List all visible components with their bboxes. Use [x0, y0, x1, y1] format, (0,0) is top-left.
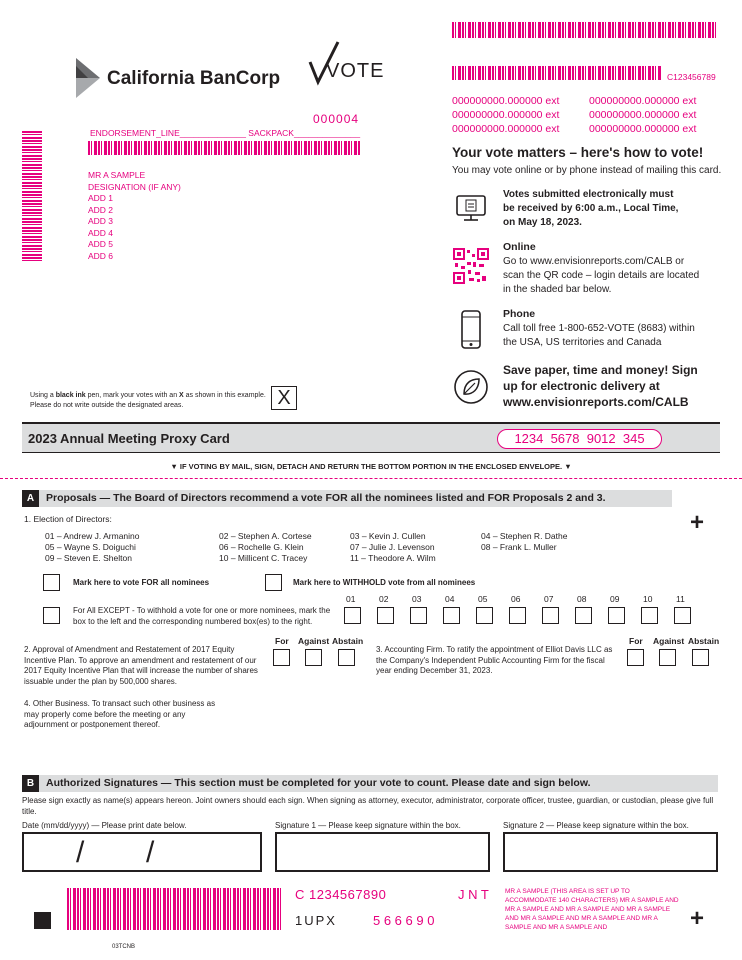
registration-square [34, 912, 51, 929]
except-number-label: 01 [346, 594, 356, 604]
signature-1-label: Signature 1 — Please keep signature within the box. [275, 821, 461, 830]
detach-instructions: ▼ IF VOTING BY MAIL, SIGN, DETACH AND RETURN THE BOTTOM PORTION IN THE ENCLOSED ENVELOPE. ▼ [170, 462, 572, 471]
vote-header-against: Against [653, 636, 685, 646]
phone-text: Call toll free 1-800-652-VOTE (8683) within the USA, US territories and Canada [503, 323, 695, 348]
except-number-label: 04 [445, 594, 455, 604]
except-nominee-checkbox[interactable] [377, 607, 394, 624]
address-line: ADD 3 [88, 216, 114, 226]
vote-header-for: For [275, 636, 289, 646]
footer-jnt: J N T [458, 887, 489, 902]
endorsement-line: ENDORSEMENT_LINE______________ SACKPACK______________ [90, 128, 361, 138]
address-line: ADD 5 [88, 239, 114, 249]
nominee: 02 – Stephen A. Cortese [219, 531, 312, 541]
nominee: 08 – Frank L. Muller [481, 542, 557, 552]
except-nominee-checkbox[interactable] [476, 607, 493, 624]
proposal-2-for-checkbox[interactable] [273, 649, 290, 666]
sequence-number: 000004 [313, 112, 360, 126]
qr-code-icon [453, 248, 489, 284]
proposal-2-against-checkbox[interactable] [305, 649, 322, 666]
except-nominee-checkbox[interactable] [443, 607, 460, 624]
ext-number: 000000000.000000 ext [452, 123, 560, 135]
nominee: 01 – Andrew J. Armanino [45, 531, 140, 541]
marking-line-2: Please do not write outside the designated areas. [30, 402, 184, 409]
postal-barcode [88, 141, 360, 155]
proxy-card-bar [22, 422, 720, 453]
except-nominee-checkbox[interactable] [608, 607, 625, 624]
footer-number: 5 6 6 6 9 0 [373, 913, 435, 928]
proposal-2-text: 2. Approval of Amendment and Restatement of 2017 Equity Incentive Plan. To approve an amendment and restatement of our 2017 Equity Incentive Plan that will increase the number of shares issuable under the plan by 500,000 shares. [24, 645, 258, 686]
address-line: MR A SAMPLE [88, 170, 146, 180]
signature-2-input[interactable] [503, 832, 718, 872]
footer-sample-text: MR A SAMPLE (THIS AREA IS SET UP TO ACCOMMODATE 140 CHARACTERS) MR A SAMPLE AND MR A SAMPLE AND MR A SAMPLE AND MR A SAMPLE AND MR A SAMPLE AND MR A SAMPLE AND MR A SAMPLE AND MR A SAMPLE AND [505, 888, 679, 931]
marking-instructions [30, 391, 270, 411]
registration-plus: + [690, 509, 705, 536]
date-input[interactable] [22, 832, 262, 872]
ext-number: 000000000.000000 ext [452, 109, 560, 121]
section-b-title: Authorized Signatures — This section must be completed for your vote to count. Please date and sign below. [46, 777, 591, 789]
except-number-label: 02 [379, 594, 389, 604]
election-label: 1. Election of Directors: [24, 514, 112, 524]
footer-barcode [67, 888, 282, 930]
address-line: ADD 6 [88, 250, 114, 261]
marking-line-1: Using a black ink pen, mark your votes with an X as shown in this example. [30, 392, 266, 399]
for-all-except-label: For All EXCEPT - To withhold a vote for one or more nominees, mark the box to the left and the corresponding numbered box(es) to the right. [73, 606, 331, 626]
proposal-3-for-checkbox[interactable] [627, 649, 644, 666]
except-nominee-checkbox[interactable] [410, 607, 427, 624]
vote-logo-text: VOTE [326, 60, 385, 82]
deadline-text: Votes submitted electronically must be received by 6:00 a.m., Local Time, on May 18, 2023. [503, 189, 679, 228]
ext-number: 000000000.000000 ext [589, 109, 697, 121]
side-barcode [22, 131, 42, 263]
except-nominee-checkbox[interactable] [344, 607, 361, 624]
date-slash: / [76, 836, 85, 869]
address-line: DESIGNATION (IF ANY) [88, 181, 181, 192]
except-number-label: 09 [610, 594, 620, 604]
section-a-title: Proposals — The Board of Directors recommend a vote FOR all the nominees listed and FOR Proposals 2 and 3. [46, 492, 606, 504]
account-code: C123456789 [667, 72, 716, 82]
except-number-label: 10 [643, 594, 653, 604]
proposal-2-abstain-checkbox[interactable] [338, 649, 355, 666]
section-b-letter: B [22, 775, 39, 792]
proxy-card-title: 2023 Annual Meeting Proxy Card [28, 431, 230, 446]
section-a-letter: A [22, 490, 39, 507]
vote-heading: Your vote matters – here's how to vote! [452, 145, 704, 160]
ext-number: 000000000.000000 ext [589, 95, 697, 107]
computer-icon [453, 190, 489, 226]
section-b-bar [22, 775, 718, 792]
nominee: 07 – Julie J. Levenson [350, 542, 435, 552]
nominee: 09 – Steven E. Shelton [45, 553, 132, 563]
proposal-3-against-checkbox[interactable] [659, 649, 676, 666]
online-text: Go to www.envisionreports.com/CALB or scan the QR code – login details are located in the shaded bar below. [503, 256, 700, 295]
for-all-except-checkbox[interactable] [43, 607, 60, 624]
ext-number: 000000000.000000 ext [452, 95, 560, 107]
vote-header-against: Against [298, 636, 330, 646]
footer-code: C 1234567890 [295, 887, 387, 902]
signature-instructions: Please sign exactly as name(s) appears hereon. Joint owners should each sign. When signing as attorney, executor, administrator, corporate officer, trustee, guardian, or custodian, please give full title. [22, 796, 714, 816]
signature-1-input[interactable] [275, 832, 490, 872]
except-nominee-checkbox[interactable] [542, 607, 559, 624]
phone-title: Phone [503, 308, 536, 320]
ext-number: 000000000.000000 ext [589, 123, 697, 135]
top-barcode [452, 22, 717, 38]
address-line: ADD 4 [88, 227, 114, 238]
signature-2-label: Signature 2 — Please keep signature within the box. [503, 821, 689, 830]
except-number-label: 06 [511, 594, 521, 604]
except-number-label: 07 [544, 594, 554, 604]
section-a-bar [22, 490, 672, 507]
vote-subheading: You may vote online or by phone instead of mailing this card. [452, 165, 722, 176]
nominee: 05 – Wayne S. Doiguchi [45, 542, 136, 552]
address-line: ADD 1 [88, 193, 114, 203]
paperless-text: Save paper, time and money! Sign up for electronic delivery at www.envisionreports.com/CALB [503, 363, 698, 409]
leaf-icon [453, 369, 489, 405]
except-number-label: 05 [478, 594, 488, 604]
except-number-label: 08 [577, 594, 587, 604]
nominee: 04 – Stephen R. Dathe [481, 531, 568, 541]
proposal-3-text: 3. Accounting Firm. To ratify the appointment of Elliot Davis LLC as the Company's Independent Public Accounting Firm for the fiscal year ending December 31, 2023. [376, 645, 613, 675]
except-nominee-checkbox[interactable] [575, 607, 592, 624]
address-line: ADD 2 [88, 204, 114, 215]
except-nominee-checkbox[interactable] [674, 607, 691, 624]
perforation-line [0, 478, 742, 479]
account-barcode [452, 66, 662, 80]
vote-header-abstain: Abstain [332, 636, 364, 646]
proposal-3-abstain-checkbox[interactable] [692, 649, 709, 666]
control-number: 1234 5678 9012 345 [497, 429, 662, 449]
date-slash: / [146, 836, 155, 869]
form-code: 03TCNB [112, 944, 136, 950]
except-nominee-checkbox[interactable] [509, 607, 526, 624]
phone-icon [453, 310, 489, 346]
company-logo-icon [76, 58, 100, 98]
company-name: California BanCorp [107, 68, 281, 89]
except-number-label: 11 [676, 594, 685, 604]
vote-logo [308, 40, 385, 86]
mailing-address [88, 170, 181, 262]
vote-header-for: For [629, 636, 643, 646]
nominee: 06 – Rochelle G. Klein [219, 542, 304, 552]
nominee: 11 – Theodore A. Wilm [350, 553, 436, 563]
nominee: 03 – Kevin J. Cullen [350, 531, 426, 541]
except-nominee-checkbox[interactable] [641, 607, 658, 624]
example-mark-box: X [271, 386, 297, 410]
footer-plus: + [690, 905, 705, 932]
for-all-checkbox[interactable] [43, 574, 60, 591]
except-number-label: 03 [412, 594, 422, 604]
footer-upx: 1UPX [295, 913, 337, 928]
withhold-all-label: Mark here to WITHHOLD vote from all nominees [293, 578, 476, 587]
proposal-4-text: 4. Other Business. To transact such other business as may properly come before the meeting or any adjournment or postponement thereof. [24, 699, 216, 729]
online-title: Online [503, 241, 536, 253]
withhold-all-checkbox[interactable] [265, 574, 282, 591]
date-label: Date (mm/dd/yyyy) — Please print date below. [22, 821, 187, 830]
nominee: 10 – Millicent C. Tracey [219, 553, 308, 563]
for-all-label: Mark here to vote FOR all nominees [73, 578, 210, 587]
vote-header-abstain: Abstain [688, 636, 720, 646]
